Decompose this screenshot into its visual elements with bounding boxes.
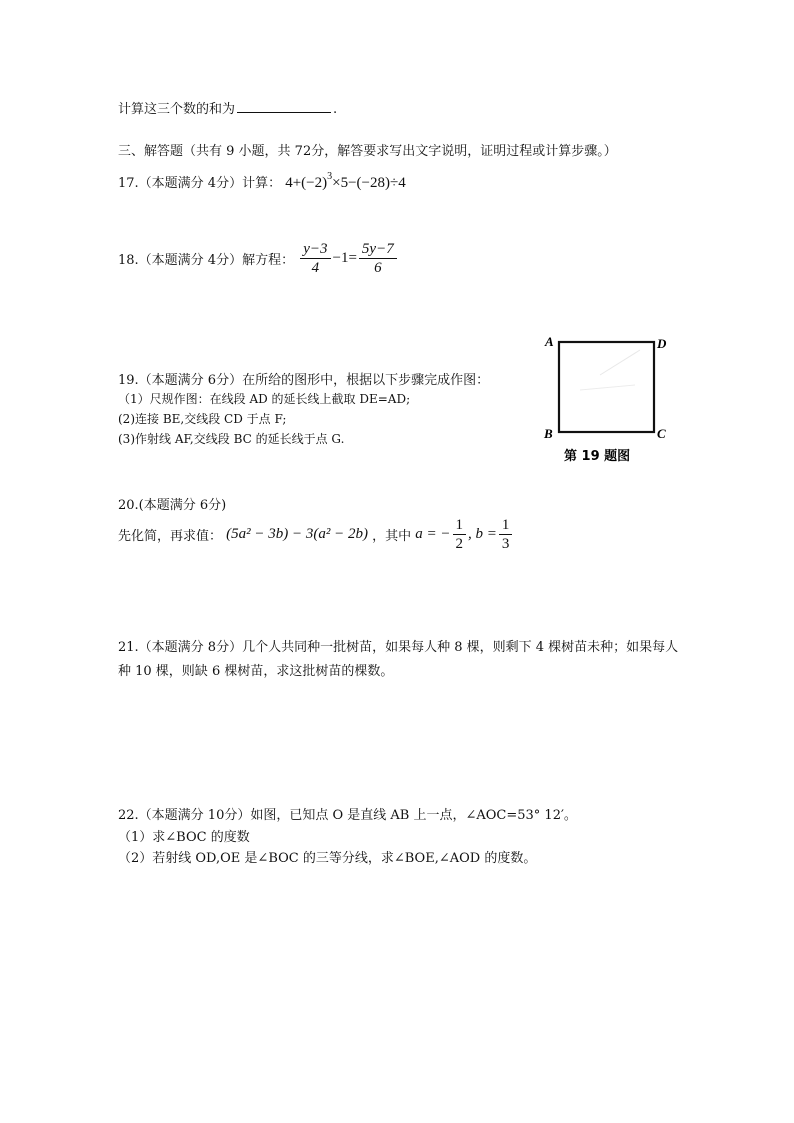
q20-a-den: 2 <box>455 536 464 552</box>
q20-body <box>118 516 514 553</box>
question-21: 21.（本题满分 8分）几个人共同种一批树苗，如果每人种 8 棵，则剩下 4 棵树苗未种；如果每人种 10 棵，则缺 6 棵树苗，求这批树苗的棵数。 <box>118 640 679 679</box>
q17-expression <box>285 171 406 191</box>
q18-num2: 5y−7 <box>359 240 397 259</box>
q22-step-1: （1）求∠BOC 的度数 <box>118 830 250 845</box>
q20-b-num: 1 <box>499 516 513 535</box>
q16-answer-line <box>118 98 337 117</box>
q20-a-num: 1 <box>453 516 467 535</box>
q17-expr-b: ×5−(−28)÷4 <box>332 175 406 191</box>
q19-title: 19.（本题满分 6分）在所给的图形中，根据以下步骤完成作图： <box>118 373 490 388</box>
q20-b-fraction <box>499 516 513 553</box>
label-d: D <box>657 336 667 351</box>
q18-fraction-left <box>300 240 330 277</box>
q19-figure <box>540 330 680 470</box>
q20-prefix: 先化简，再求值： <box>118 529 223 544</box>
q19-step-3: (3)作射线 AF,交线段 BC 的延长线于点 G. <box>118 432 345 446</box>
section-3-heading: 三、解答题（共有 9 小题，共 72分，解答要求写出文字说明，证明过程或计算步骤。） <box>118 144 617 159</box>
q18-den2: 6 <box>374 260 382 276</box>
question-18 <box>118 240 399 277</box>
q17-expr-a: 4+(−2) <box>285 175 328 191</box>
q20-a-value-prefix: a = − <box>415 526 451 542</box>
faint-watermark-line-2 <box>580 385 635 390</box>
q20-b-prefix: , b = <box>468 526 497 542</box>
square-abcd <box>559 342 654 432</box>
label-c: C <box>657 426 666 441</box>
q22-title: 22.（本题满分 10分）如图，已知点 O 是直线 AB 上一点，∠AOC=53° 12′。 <box>118 808 577 823</box>
q20-mid: ，其中 <box>372 529 412 544</box>
q17-prefix: 17.（本题满分 4分）计算： <box>118 176 282 191</box>
q16-text: 计算这三个数的和为 <box>118 102 236 117</box>
faint-watermark-line <box>600 350 640 375</box>
q18-num1: y−3 <box>300 240 330 259</box>
q20-title: 20.(本题满分 6分) <box>118 498 227 513</box>
q22-step-2: （2）若射线 OD,OE 是∠BOC 的三等分线，求∠BOE,∠AOD 的度数。 <box>118 851 537 866</box>
q20-expression: (5a² − 3b) − 3(a² − 2b) <box>226 526 368 542</box>
q18-den1: 4 <box>311 260 320 276</box>
q19-step-2: (2)连接 BE,交线段 CD 于点 F; <box>118 412 287 426</box>
q17-exponent: 3 <box>327 171 333 182</box>
q20-b-den: 3 <box>501 536 510 552</box>
q18-mid: −1= <box>332 250 357 266</box>
q18-prefix: 18.（本题满分 4分）解方程： <box>118 253 295 268</box>
q19-step-1: （1）尺规作图：在线段 AD 的延长线上截取 DE=AD; <box>118 392 411 406</box>
q20-a-fraction <box>453 516 467 553</box>
question-17 <box>118 171 406 192</box>
label-b: B <box>544 426 553 441</box>
period: . <box>333 102 338 117</box>
answer-blank[interactable] <box>237 100 331 113</box>
label-a: A <box>545 334 554 349</box>
figure-caption: 第 19 题图 <box>564 449 631 464</box>
q18-fraction-right <box>359 240 397 277</box>
